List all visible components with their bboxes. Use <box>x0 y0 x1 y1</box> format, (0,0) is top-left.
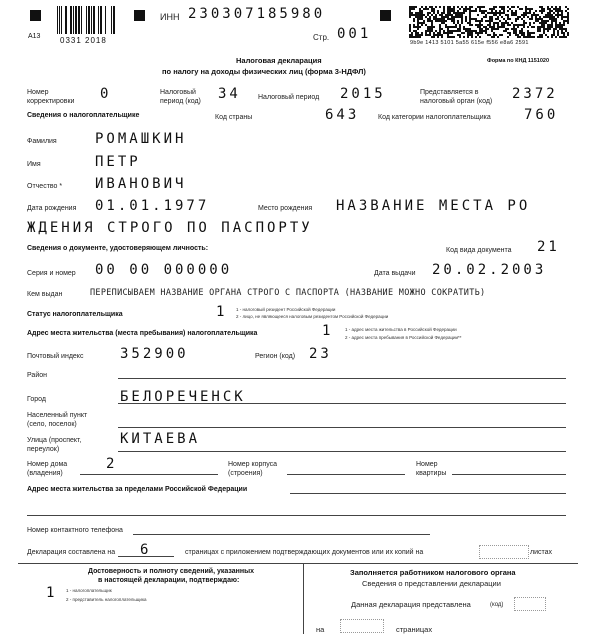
category-value: 760 <box>524 107 559 123</box>
address-option-2: 2 - адрес места пребывания в Российской Федерации** <box>345 335 462 340</box>
correction-value: 0 <box>100 86 112 102</box>
pages-suffix-2: листах <box>530 549 553 556</box>
tax-period-label: Налоговый период <box>258 94 320 101</box>
phone-label: Номер контактного телефона <box>27 527 123 534</box>
birth-place-label: Место рождения <box>258 205 313 212</box>
document-section-label: Сведения о документе, удостоверяющем личность: <box>27 245 209 252</box>
postal-label: Почтовый индекс <box>27 353 84 360</box>
street-value: КИТАЕВА <box>120 431 201 447</box>
correction-label: Номер корректировки <box>27 89 75 105</box>
pages-value: 6 <box>140 542 152 558</box>
doc-type-label: Код вида документа <box>446 247 512 254</box>
page-value: 001 <box>337 26 372 42</box>
on-label: на <box>316 625 325 634</box>
office-line-2: Сведения о представлении декларации <box>362 579 501 588</box>
tax-period-code-value: 34 <box>218 86 241 102</box>
issuer-label: Кем выдан <box>27 291 63 298</box>
page-label: Стр. <box>313 33 330 42</box>
barcode-text: 9b9e 1413 5101 5a55 615e f556 e8a6 2591 <box>410 40 529 46</box>
tax-period-value: 2015 <box>340 86 386 102</box>
foreign-address-line-2 <box>27 515 566 516</box>
patronymic-value: ИВАНОВИЧ <box>95 176 187 192</box>
surname-value: РОМАШКИН <box>95 131 187 147</box>
birth-date-value: 01.01.1977 <box>95 198 210 214</box>
submitted-code-cells <box>514 597 546 611</box>
corner-marker-left <box>30 10 41 21</box>
form-code: A13 <box>28 33 41 40</box>
locality-label-1: Населенный пункт <box>27 412 88 419</box>
house-label-1: Номер дома <box>27 461 68 468</box>
country-value: 643 <box>325 107 360 123</box>
confirm-value: 1 <box>46 585 58 601</box>
inn-label: ИНН <box>160 12 180 22</box>
house-line <box>80 474 218 475</box>
attachments-count-cells <box>479 545 529 559</box>
taxpayer-section-label: Сведения о налогоплательщике <box>27 112 140 119</box>
issue-date-label: Дата выдачи <box>374 270 416 277</box>
surname-label: Фамилия <box>27 138 57 145</box>
confirm-option-2: 2 - представитель налогоплательщика <box>66 597 147 602</box>
series-label: Серия и номер <box>27 270 76 277</box>
address-option-1: 1 - адрес места жительства в Российской Федерации <box>345 327 457 332</box>
patronymic-label: Отчество * <box>27 183 63 190</box>
birth-place-value-2: ЖДЕНИЯ СТРОГО ПО ПАСПОРТУ <box>27 220 313 236</box>
confirm-option-1: 1 - налогоплательщик <box>66 588 112 593</box>
status-option-1: 1 - налоговый резидент Российской Федерации <box>236 307 336 312</box>
submitted-label: Данная декларация представлена <box>351 600 471 609</box>
category-label: Код категории налогоплательщика <box>378 114 491 121</box>
issuer-value: ПЕРЕПИСЫВАЕМ НАЗВАНИЕ ОРГАНА СТРОГО С ПАСПОРТА (НАЗВАНИЕ МОЖНО СОКРАТИТЬ) <box>90 288 486 298</box>
locality-line <box>118 427 566 428</box>
status-value: 1 <box>216 304 228 320</box>
apartment-label-2: квартиры <box>416 470 447 477</box>
address-label: Адрес места жительства (места пребывания) налогоплательщика <box>27 330 258 337</box>
authority-value: 2372 <box>512 86 558 102</box>
apartment-line <box>452 474 566 475</box>
pages-prefix: Декларация составлена на <box>27 549 116 556</box>
pages-suffix: страницах с приложением подтверждающих документов или их копий на <box>185 549 424 556</box>
status-label: Статус налогоплательщика <box>27 311 123 318</box>
apartment-label-1: Номер <box>416 461 438 468</box>
street-label-2: переулок) <box>27 446 60 453</box>
form-version: 0331 2018 <box>60 36 107 45</box>
title-line2: по налогу на доходы физических лиц (форма 3-НДФЛ) <box>162 67 366 76</box>
issue-date-value: 20.02.2003 <box>432 262 547 278</box>
office-pages-label: страницах <box>396 625 433 634</box>
house-label-2: (владения) <box>27 470 63 477</box>
building-line <box>287 474 405 475</box>
office-pages-cells <box>340 619 384 633</box>
postal-value: 352900 <box>120 346 189 362</box>
city-line <box>118 403 566 404</box>
address-value: 1 <box>322 323 334 339</box>
city-value: БЕЛОРЕЧЕНСК <box>120 389 246 405</box>
authority-label: Представляется в налоговый орган (код) <box>420 89 493 105</box>
corner-marker-mid <box>134 10 145 21</box>
vertical-barcode <box>57 6 119 36</box>
corner-marker-right <box>380 10 391 21</box>
street-label-1: Улица (проспект, <box>27 437 82 444</box>
building-label-2: (строения) <box>228 470 263 477</box>
office-line-1: Заполняется работником налогового органа <box>350 568 516 577</box>
inn-value: 230307185980 <box>188 6 326 22</box>
bottom-center-divider <box>303 563 304 634</box>
birth-place-value-1: НАЗВАНИЕ МЕСТА РО <box>336 198 531 214</box>
phone-line <box>133 534 430 535</box>
2d-barcode <box>409 6 569 38</box>
district-line <box>118 378 566 379</box>
pages-line <box>118 556 174 557</box>
birth-date-label: Дата рождения <box>27 205 77 212</box>
foreign-address-line-1 <box>290 493 566 494</box>
tax-period-code-label: Налоговый период (код) <box>160 89 201 105</box>
knd-code: Форма по КНД 1151020 <box>487 58 550 64</box>
region-value: 23 <box>309 346 332 362</box>
status-option-2: 2 - лицо, не являющееся налоговым резидентом Российской Федерации <box>236 314 389 319</box>
house-value: 2 <box>106 456 118 472</box>
series-value: 00 00 000000 <box>95 262 233 278</box>
region-label: Регион (код) <box>255 353 296 360</box>
name-value: ПЕТР <box>95 154 141 170</box>
confirm-line-1: Достоверность и полноту сведений, указанных <box>88 568 254 575</box>
street-line <box>118 451 566 452</box>
city-label: Город <box>27 396 46 403</box>
building-label-1: Номер корпуса <box>228 461 278 468</box>
foreign-address-label: Адрес места жительства за пределами Российской Федерации <box>27 486 248 493</box>
bottom-divider <box>18 563 578 564</box>
name-label: Имя <box>27 161 41 168</box>
confirm-line-2: в настоящей декларации, подтверждаю: <box>98 577 240 584</box>
title-line1: Налоговая декларация <box>236 56 322 65</box>
country-label: Код страны <box>215 114 253 121</box>
district-label: Район <box>27 372 47 379</box>
submitted-code-label: (код) <box>490 602 504 608</box>
doc-type-value: 21 <box>537 239 560 255</box>
locality-label-2: (село, поселок) <box>27 421 77 428</box>
